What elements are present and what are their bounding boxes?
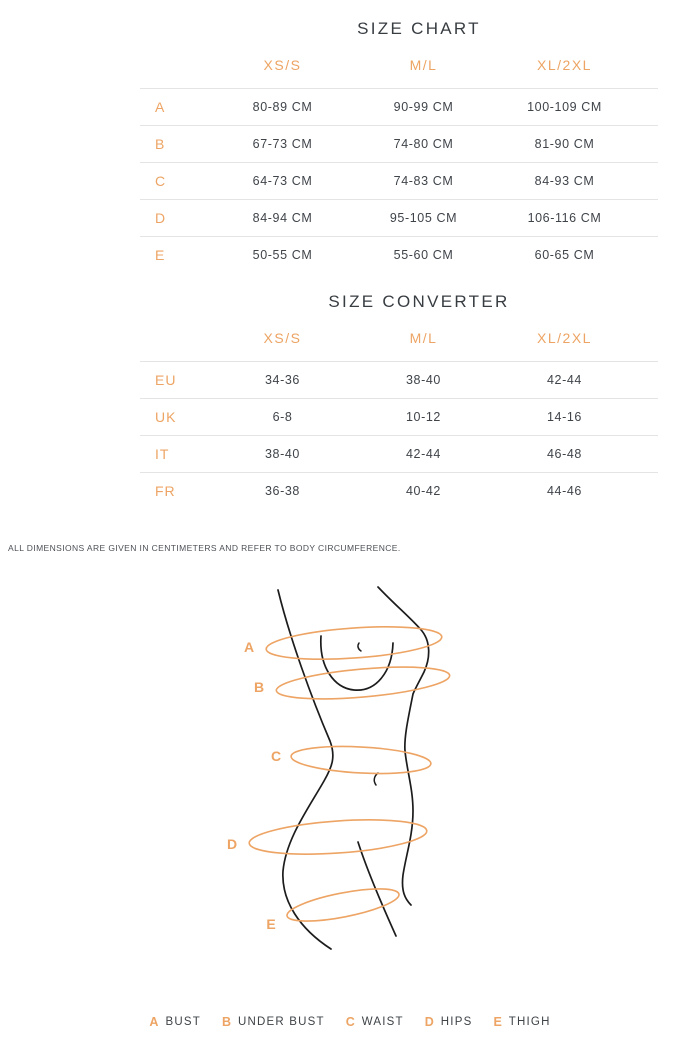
measurement-label-b: B bbox=[253, 679, 265, 695]
table-row bbox=[140, 199, 658, 236]
row-label: FR bbox=[155, 483, 176, 499]
dimensions-note: ALL DIMENSIONS ARE GIVEN IN CENTIMETERS AND REFER TO BODY CIRCUMFERENCE. bbox=[8, 543, 401, 553]
legend-name: HIPS bbox=[440, 1016, 473, 1028]
measurement-labels bbox=[227, 639, 281, 932]
cell: 40-42 bbox=[406, 484, 441, 498]
cell: 106-116 CM bbox=[527, 211, 602, 225]
table-row bbox=[140, 125, 658, 162]
row-label: IT bbox=[155, 446, 170, 462]
measurement-label-d: D bbox=[226, 836, 238, 852]
table-row bbox=[140, 361, 658, 398]
legend-name: THIGH bbox=[508, 1016, 551, 1028]
legend-letter: D bbox=[424, 1015, 435, 1029]
cell: 42-44 bbox=[406, 447, 441, 461]
cell: 38-40 bbox=[406, 373, 441, 387]
legend-item-under-bust bbox=[222, 1015, 325, 1029]
column-header-xl2xl: XL/2XL bbox=[537, 330, 592, 346]
legend-name: WAIST bbox=[361, 1016, 404, 1028]
legend-item-bust bbox=[149, 1015, 201, 1029]
cell: 60-65 CM bbox=[534, 248, 595, 262]
measurement-label-e: E bbox=[266, 916, 276, 932]
cell: 84-93 CM bbox=[534, 174, 595, 188]
cell: 64-73 CM bbox=[252, 174, 313, 188]
cell: 55-60 CM bbox=[393, 248, 454, 262]
cell: 36-38 bbox=[265, 484, 300, 498]
legend-letter: A bbox=[149, 1015, 160, 1029]
column-header-xss: XS/S bbox=[263, 330, 302, 346]
cell: 42-44 bbox=[547, 373, 582, 387]
body-measurement-diagram bbox=[220, 579, 480, 985]
column-header-xss: XS/S bbox=[263, 57, 302, 73]
size-chart-section bbox=[0, 0, 700, 273]
cell: 34-36 bbox=[265, 373, 300, 387]
row-label: D bbox=[155, 210, 167, 226]
cell: 44-46 bbox=[547, 484, 582, 498]
measurement-ellipse-a bbox=[265, 622, 443, 664]
legend-item-waist bbox=[346, 1015, 404, 1029]
table-row bbox=[140, 236, 658, 273]
cell: 100-109 CM bbox=[527, 100, 602, 114]
size-converter-title: SIZE CONVERTER bbox=[328, 292, 510, 311]
column-header-xl2xl: XL/2XL bbox=[537, 57, 592, 73]
table-row bbox=[140, 435, 658, 472]
size-converter-section bbox=[0, 273, 700, 509]
cell: 80-89 CM bbox=[252, 100, 313, 114]
cell: 84-94 CM bbox=[252, 211, 313, 225]
cell: 74-83 CM bbox=[393, 174, 454, 188]
row-label: E bbox=[155, 247, 166, 263]
body-navel-mark bbox=[374, 773, 378, 785]
size-chart-table bbox=[140, 42, 658, 273]
measurement-ellipse-e bbox=[285, 882, 401, 927]
legend-letter: E bbox=[493, 1015, 503, 1029]
cell: 14-16 bbox=[547, 410, 582, 424]
body-nipple-mark bbox=[358, 643, 361, 651]
row-label: EU bbox=[155, 372, 177, 388]
table-row bbox=[140, 162, 658, 199]
measurement-label-c: C bbox=[270, 748, 282, 764]
measurement-ellipse-c bbox=[290, 743, 431, 776]
cell: 46-48 bbox=[547, 447, 582, 461]
measurement-label-a: A bbox=[243, 639, 255, 655]
size-converter-header-row bbox=[140, 315, 658, 361]
legend-name: BUST bbox=[165, 1016, 201, 1028]
size-chart-header-row bbox=[140, 42, 658, 88]
measurement-ellipses bbox=[248, 622, 451, 928]
cell: 67-73 CM bbox=[252, 137, 313, 151]
cell: 10-12 bbox=[406, 410, 441, 424]
legend-item-thigh bbox=[493, 1015, 550, 1029]
cell: 38-40 bbox=[265, 447, 300, 461]
measurement-ellipse-d bbox=[248, 815, 428, 859]
legend-item-hips bbox=[425, 1015, 473, 1029]
column-header-ml: M/L bbox=[409, 57, 438, 73]
legend-name: UNDER BUST bbox=[237, 1016, 325, 1028]
table-row bbox=[140, 88, 658, 125]
cell: 74-80 CM bbox=[393, 137, 454, 151]
table-row bbox=[140, 398, 658, 435]
cell: 6-8 bbox=[272, 410, 293, 424]
column-header-ml: M/L bbox=[409, 330, 438, 346]
row-label: A bbox=[155, 99, 166, 115]
row-label: C bbox=[155, 173, 167, 189]
body-front-line bbox=[378, 587, 429, 905]
cell: 50-55 CM bbox=[252, 248, 313, 262]
cell: 81-90 CM bbox=[534, 137, 595, 151]
cell: 95-105 CM bbox=[389, 211, 458, 225]
size-converter-table bbox=[140, 315, 658, 509]
legend-letter: C bbox=[345, 1015, 356, 1029]
row-label: UK bbox=[155, 409, 177, 425]
measurement-legend bbox=[0, 1015, 700, 1029]
row-label: B bbox=[155, 136, 166, 152]
cell: 90-99 CM bbox=[393, 100, 454, 114]
table-row bbox=[140, 472, 658, 509]
legend-letter: B bbox=[221, 1015, 232, 1029]
size-chart-title: SIZE CHART bbox=[357, 19, 481, 38]
body-breast-line bbox=[321, 636, 393, 690]
body-outline bbox=[278, 587, 429, 949]
